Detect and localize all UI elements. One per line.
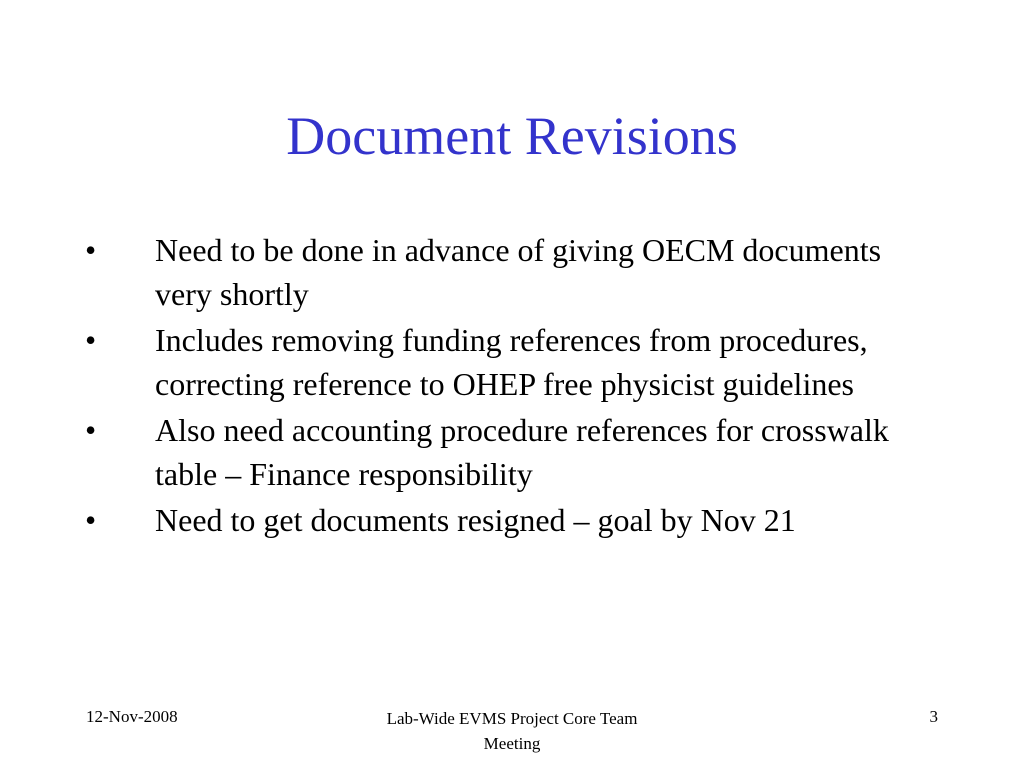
bullet-icon: • [85,232,97,268]
bullet-item [85,318,935,406]
bullet-text: Need to get documents resigned – goal by Nov 21 [155,502,796,538]
page-number: 3 [929,707,938,726]
bullet-item [85,498,935,542]
footer-meeting-title: Lab-Wide EVMS Project Core Team Meeting [386,709,638,753]
footer-date: 12-Nov-2008 [86,707,178,726]
bullet-icon: • [85,502,97,538]
slide-title: Document Revisions [286,106,738,166]
bullet-item [85,228,935,316]
bullet-text: Need to be done in advance of giving OECM documents very shortly [155,232,882,312]
bullet-list [85,228,935,544]
bullet-item [85,408,935,496]
bullet-icon: • [85,322,97,358]
bullet-text: Includes removing funding references from procedures, correcting reference to OHEP free physicist guidelines [155,322,868,402]
bullet-icon: • [85,412,97,448]
bullet-text: Also need accounting procedure references for crosswalk table – Finance responsibility [155,412,889,492]
